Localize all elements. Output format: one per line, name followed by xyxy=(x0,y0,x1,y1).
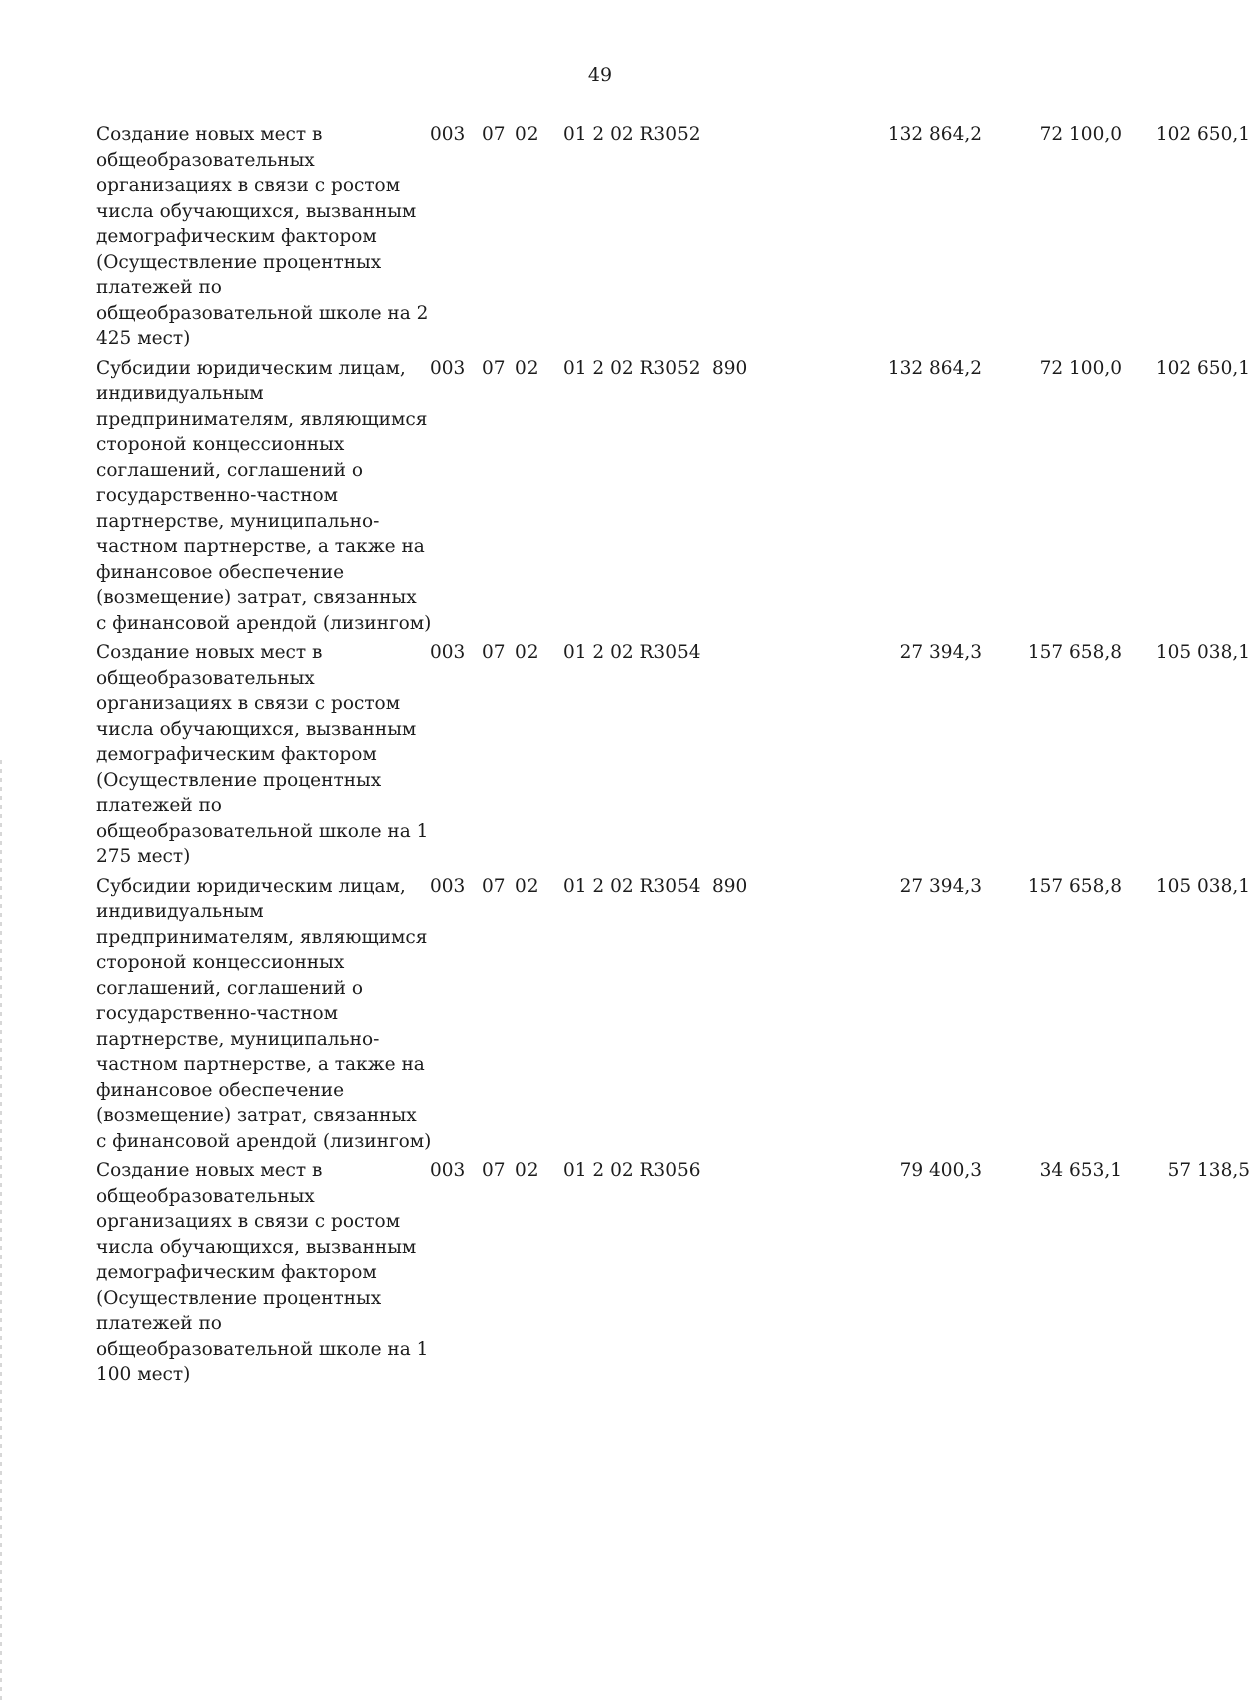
target-article-code: 01 2 02 R3054 xyxy=(563,875,701,897)
amount-year2: 157 658,8 xyxy=(1027,875,1122,897)
amount-year1: 79 400,3 xyxy=(899,1160,982,1181)
section-code: 07 xyxy=(482,875,506,897)
row-description: Создание новых мест в общеобразовательных организациях в связи с ростом числа обучающихся, вызванным демографическим фактором (Осуществление процентных платежей по общеобразовательной школе на 2 425 мест) xyxy=(96,124,429,349)
amount-year3: 105 038,1 xyxy=(1155,642,1250,663)
amount-year3: 102 650,1 xyxy=(1155,357,1250,379)
amount-year2: 157 658,8 xyxy=(1027,642,1122,663)
target-article-code: 01 2 02 R3052 xyxy=(563,124,701,145)
scan-edge-mark xyxy=(0,760,2,1700)
table-row xyxy=(96,640,1250,874)
subsection-code: 02 xyxy=(515,1160,539,1181)
table-row xyxy=(96,874,1250,1159)
amount-year3: 102 650,1 xyxy=(1155,124,1250,145)
budget-table xyxy=(96,122,1250,1392)
amount-year1: 132 864,2 xyxy=(887,124,982,145)
subsection-code: 02 xyxy=(515,357,539,379)
ministry-code: 003 xyxy=(430,124,466,145)
amount-year2: 72 100,0 xyxy=(1039,124,1122,145)
subsection-code: 02 xyxy=(515,124,539,145)
ministry-code: 003 xyxy=(430,1160,466,1181)
section-code: 07 xyxy=(482,357,506,379)
amount-year2: 34 653,1 xyxy=(1039,1160,1122,1181)
amount-year1: 27 394,3 xyxy=(899,642,982,663)
section-code: 07 xyxy=(482,124,506,145)
amount-year1: 132 864,2 xyxy=(887,357,982,379)
target-article-code: 01 2 02 R3054 xyxy=(563,642,701,663)
amount-year1: 27 394,3 xyxy=(899,875,982,897)
subsection-code: 02 xyxy=(515,642,539,663)
ministry-code: 003 xyxy=(430,642,466,663)
row-description: Создание новых мест в общеобразовательных организациях в связи с ростом числа обучающихся, вызванным демографическим фактором (Осуществление процентных платежей по общеобразовательной школе на 1 275 мест) xyxy=(96,642,429,867)
section-code: 07 xyxy=(482,1160,506,1181)
section-code: 07 xyxy=(482,642,506,663)
ministry-code: 003 xyxy=(430,357,466,379)
table-row xyxy=(96,1158,1250,1392)
amount-year2: 72 100,0 xyxy=(1039,357,1122,379)
row-description: Субсидии юридическим лицам, индивидуальным предпринимателям, являющимся стороной концессионных соглашений, соглашений о государственно-частном партнерстве, муниципально-частном партнерстве, а также на финансовое обеспечение (возмещение) затрат, связанных с финансовой арендой (лизингом) xyxy=(96,875,432,1152)
row-description: Создание новых мест в общеобразовательных организациях в связи с ростом числа обучающихся, вызванным демографическим фактором (Осуществление процентных платежей по общеобразовательной школе на 1 100 мест) xyxy=(96,1160,429,1385)
target-article-code: 01 2 02 R3052 xyxy=(563,357,701,379)
amount-year3: 57 138,5 xyxy=(1167,1160,1250,1181)
target-article-code: 01 2 02 R3056 xyxy=(563,1160,701,1181)
table-row xyxy=(96,356,1250,641)
row-description: Субсидии юридическим лицам, индивидуальным предпринимателям, являющимся стороной концессионных соглашений, соглашений о государственно-частном партнерстве, муниципально-частном партнерстве, а также на финансовое обеспечение (возмещение) затрат, связанных с финансовой арендой (лизингом) xyxy=(96,357,432,634)
subsection-code: 02 xyxy=(515,875,539,897)
table-row xyxy=(96,122,1250,356)
amount-year3: 105 038,1 xyxy=(1155,875,1250,897)
expense-type-code: 890 xyxy=(712,357,748,379)
page-number: 49 xyxy=(587,64,613,86)
expense-type-code: 890 xyxy=(712,875,748,897)
ministry-code: 003 xyxy=(430,875,466,897)
